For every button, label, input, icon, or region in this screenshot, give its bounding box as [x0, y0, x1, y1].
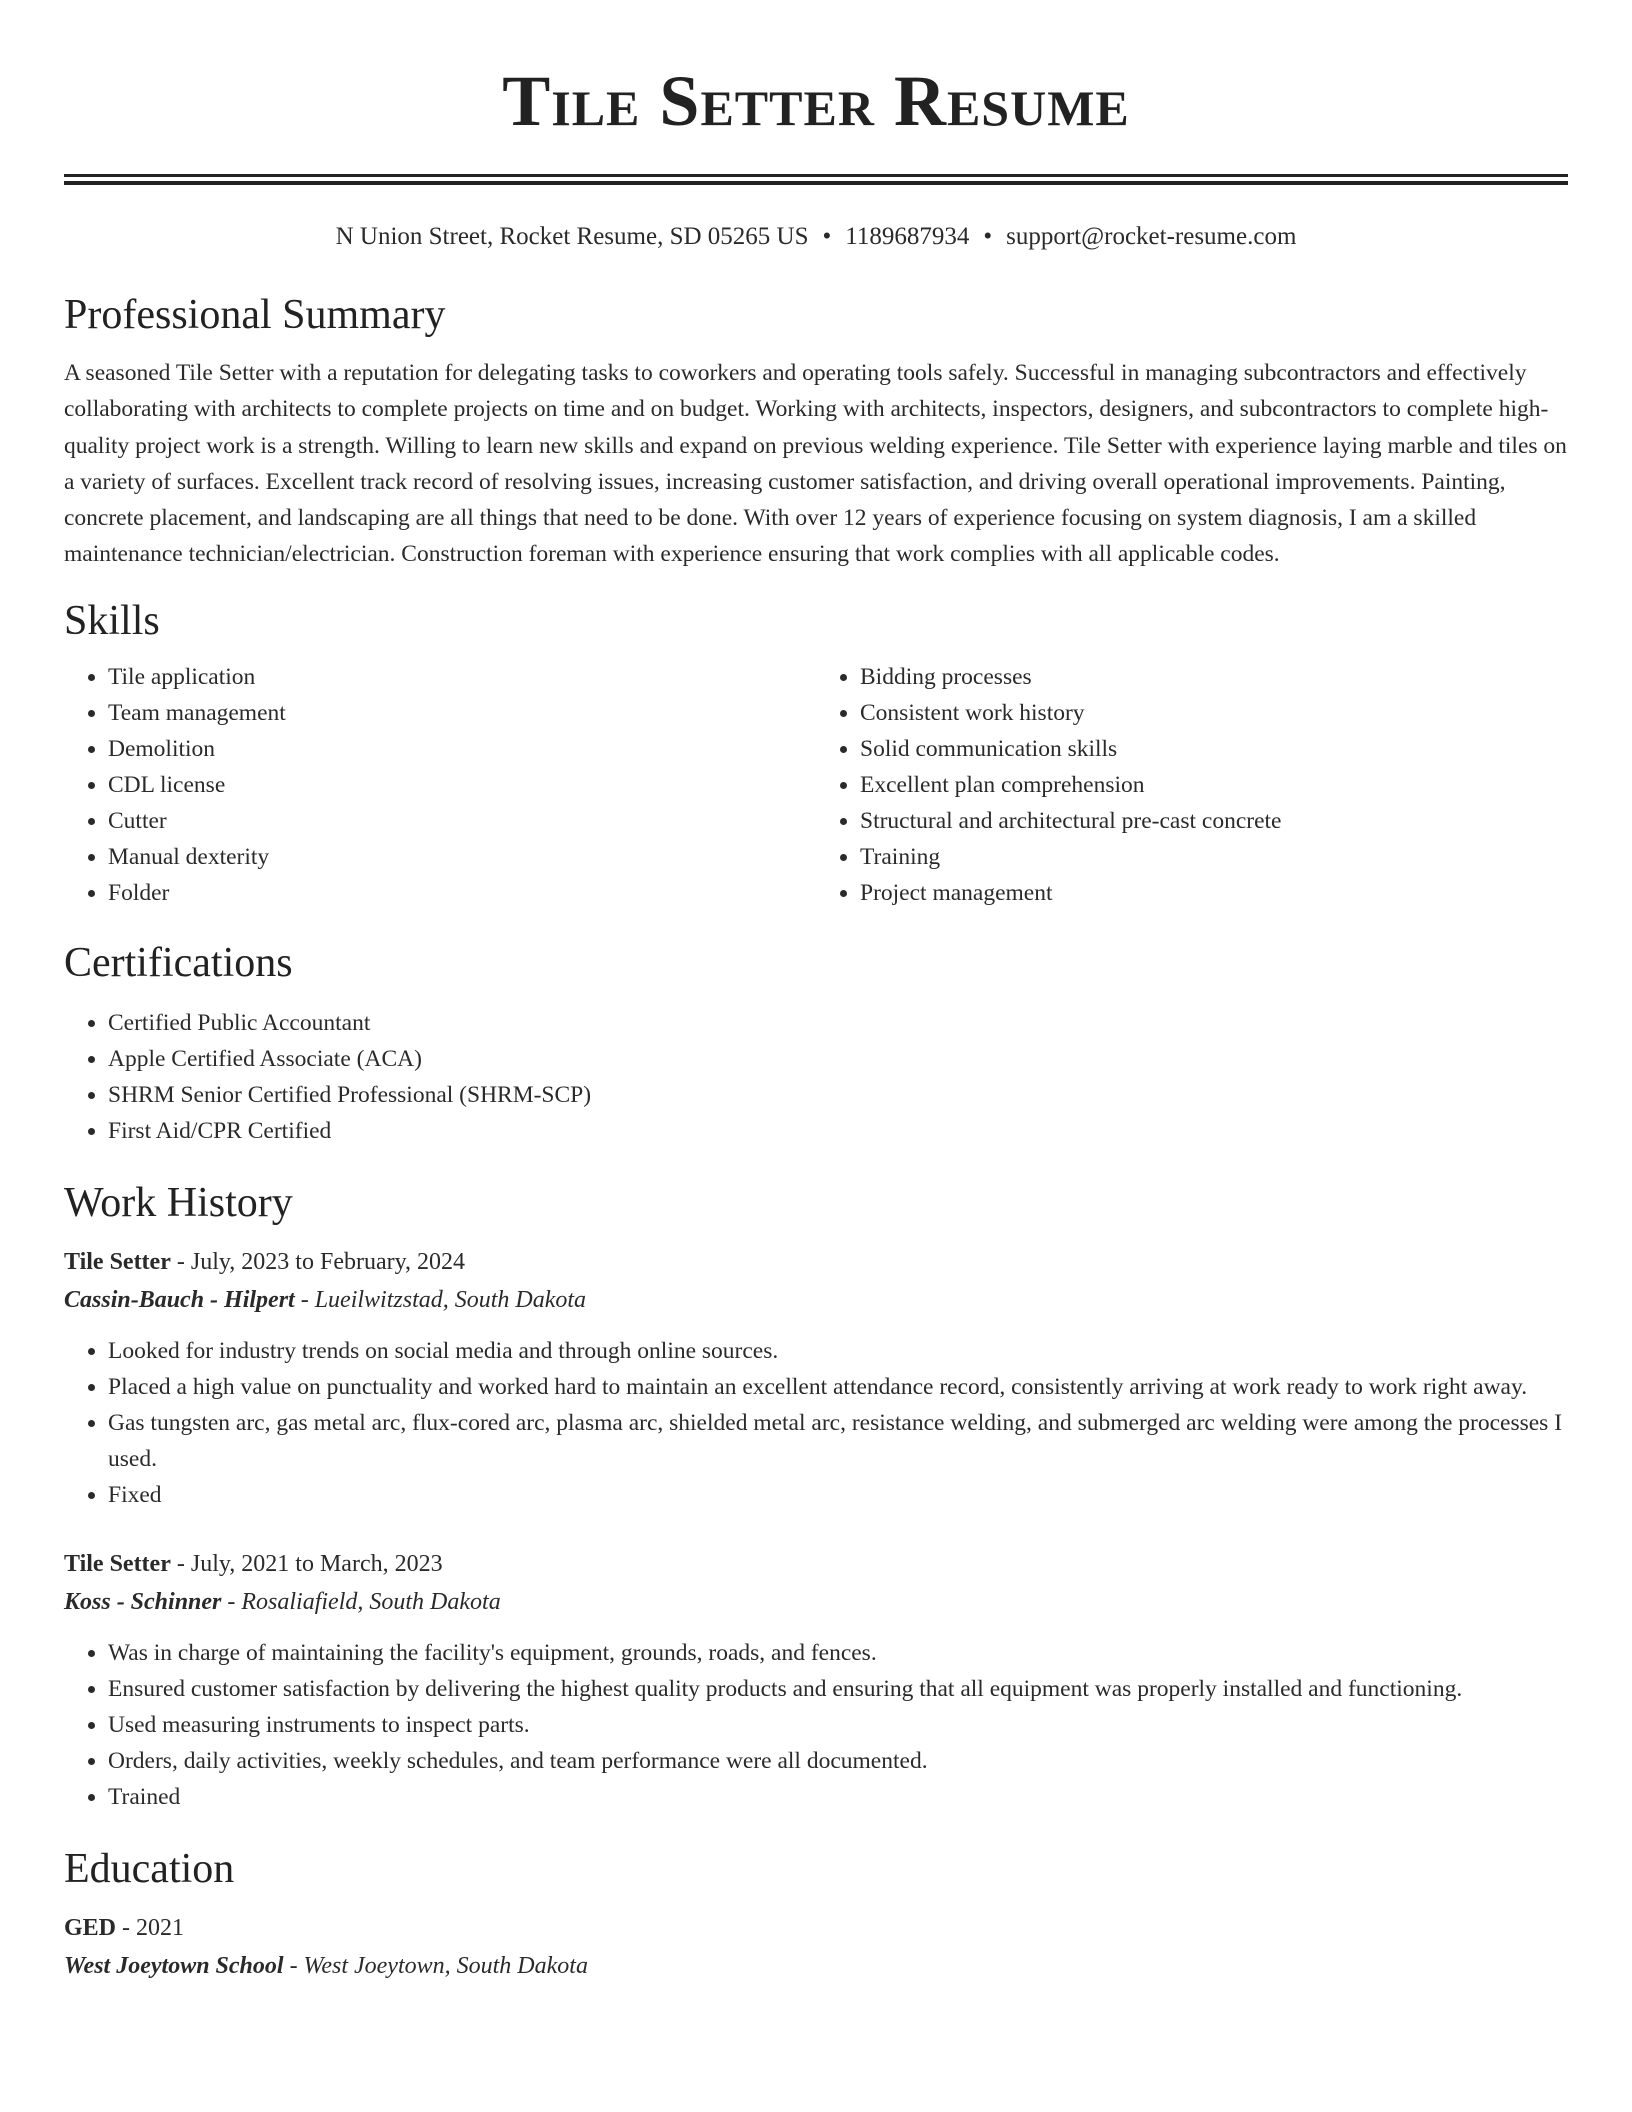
- list-item: • Looked for industry trends on social media and through online sources.: [108, 1333, 1568, 1369]
- contact-phone: 1189687934: [845, 223, 970, 250]
- job-dates: - July, 2021 to March, 2023: [170, 1550, 443, 1577]
- contact-separator: •: [983, 223, 993, 250]
- job-company-line: [64, 1583, 1568, 1621]
- contact-line: [64, 221, 1568, 253]
- title-divider: [64, 174, 1568, 185]
- list-item: • Excellent plan comprehension: [860, 767, 1568, 803]
- summary-heading: Professional Summary: [64, 292, 446, 338]
- education-degree: GED: [64, 1914, 117, 1941]
- list-item: • Used measuring instruments to inspect parts.: [108, 1707, 1568, 1743]
- list-item: • Orders, daily activities, weekly schedules, and team performance were all documented.: [108, 1743, 1568, 1779]
- job-title-line: [64, 1545, 1568, 1583]
- list-item: • Solid communication skills: [860, 731, 1568, 767]
- list-item: • Folder: [108, 875, 816, 911]
- skills-list-left: [64, 659, 816, 911]
- list-item: • Was in charge of maintaining the facility's equipment, grounds, roads, and fences.: [108, 1635, 1568, 1671]
- list-item: • Demolition: [108, 731, 816, 767]
- list-item: • Trained: [108, 1779, 1568, 1815]
- list-item: • Cutter: [108, 803, 816, 839]
- list-item: • Placed a high value on punctuality and worked hard to maintain an excellent attendance record, consistently arriving at work ready to work right away.: [108, 1369, 1568, 1405]
- job-company: Koss - Schinner: [64, 1588, 222, 1615]
- job-title: Tile Setter: [64, 1550, 171, 1577]
- job-bullets: [64, 1333, 1568, 1513]
- skills-grid: [64, 659, 1568, 911]
- education-location: - West Joeytown, South Dakota: [283, 1952, 588, 1979]
- list-item: • Gas tungsten arc, gas metal arc, flux-cored arc, plasma arc, shielded metal arc, resistance welding, and submerged arc welding were among the processes I used.: [108, 1405, 1568, 1477]
- list-item: • Team management: [108, 695, 816, 731]
- job-title: Tile Setter: [64, 1248, 171, 1275]
- list-item: • CDL license: [108, 767, 816, 803]
- summary-text: A seasoned Tile Setter with a reputation for delegating tasks to coworkers and operating tools safely. Successful in managing subcontractors and effectively collaborating with architects to complete projects on time and on budget. Working with architects, inspectors, designers, and subcontractors to complete high-quality project work is a strength. Willing to learn new skills and expand on previous welding experience. Tile Setter with experience laying marble and tiles on a variety of surfaces. Excellent track record of resolving issues, increasing customer satisfaction, and driving overall operational improvements. Painting, concrete placement, and landscaping are all things that need to be done. With over 12 years of experience focusing on system diagnosis, I am a skilled maintenance technician/electrician. Construction foreman with experience ensuring that work complies with all applicable codes.: [64, 360, 1567, 568]
- job-location: - Rosaliafield, South Dakota: [221, 1588, 501, 1615]
- list-item: • Training: [860, 839, 1568, 875]
- contact-email: support@rocket-resume.com: [1006, 223, 1297, 250]
- job-title-line: [64, 1243, 1568, 1281]
- job-entry: [64, 1243, 1568, 1513]
- list-item: • Structural and architectural pre-cast concrete: [860, 803, 1568, 839]
- list-item: • SHRM Senior Certified Professional (SHRM-SCP): [108, 1077, 1568, 1113]
- resume-title: Tile Setter Resume: [502, 61, 1130, 141]
- education-degree-line: [64, 1909, 1568, 1947]
- list-item: • Apple Certified Associate (ACA): [108, 1041, 1568, 1077]
- education-year: - 2021: [116, 1914, 185, 1941]
- education-heading: Education: [64, 1845, 235, 1892]
- list-item: • Fixed: [108, 1477, 1568, 1513]
- education-entry: [64, 1909, 1568, 1985]
- list-item: • Ensured customer satisfaction by delivering the highest quality products and ensuring that all equipment was properly installed and functioning.: [108, 1671, 1568, 1707]
- job-location: - Lueilwitzstad, South Dakota: [294, 1286, 587, 1313]
- work-history-heading: Work History: [64, 1179, 293, 1226]
- job-company: Cassin-Bauch - Hilpert: [64, 1286, 295, 1313]
- job-dates: - July, 2023 to February, 2024: [170, 1248, 466, 1275]
- education-school-line: [64, 1947, 1568, 1985]
- skills-heading: Skills: [64, 597, 160, 644]
- certifications-heading: Certifications: [64, 939, 293, 986]
- list-item: • Tile application: [108, 659, 816, 695]
- education-school: West Joeytown School: [64, 1952, 284, 1979]
- contact-address: N Union Street, Rocket Resume, SD 05265 US: [335, 223, 809, 250]
- list-item: • First Aid/CPR Certified: [108, 1113, 1568, 1149]
- job-company-line: [64, 1281, 1568, 1319]
- contact-separator: •: [822, 223, 832, 250]
- job-bullets: [64, 1635, 1568, 1815]
- skills-list-right: [816, 659, 1568, 911]
- list-item: • Certified Public Accountant: [108, 1005, 1568, 1041]
- list-item: • Manual dexterity: [108, 839, 816, 875]
- certifications-list: [64, 1005, 1568, 1149]
- list-item: • Consistent work history: [860, 695, 1568, 731]
- list-item: • Bidding processes: [860, 659, 1568, 695]
- job-entry: [64, 1545, 1568, 1815]
- list-item: • Project management: [860, 875, 1568, 911]
